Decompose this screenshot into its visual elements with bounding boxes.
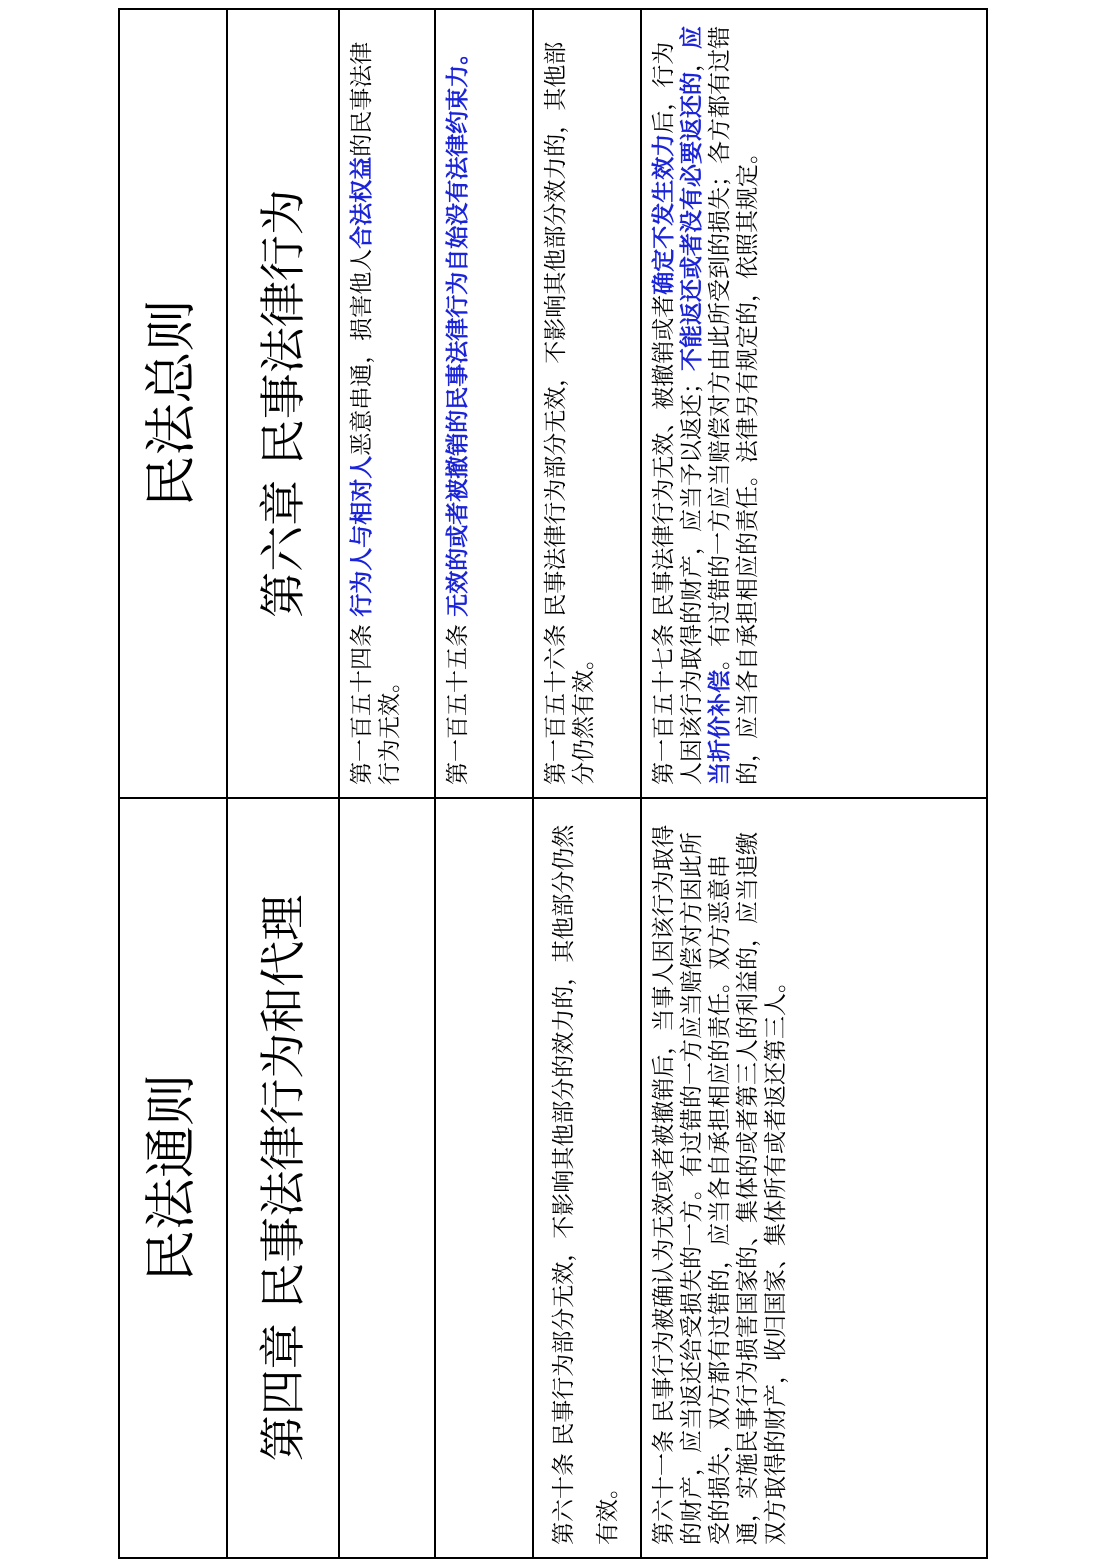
left-title: 民法通则: [142, 1074, 203, 1283]
right-title: 民法总则: [142, 299, 203, 508]
article-156: 第一百五十六条 民事法律行为部分无效，不影响其他部分效力的，其他部分仍然有效。: [533, 9, 641, 798]
right-title-cell: [119, 9, 227, 798]
left-row2-cell: [339, 798, 435, 1558]
law-comparison-table: [118, 8, 988, 1559]
left-chapter: 第四章 民事法律行为和代理: [255, 894, 310, 1462]
left-chapter-cell: [227, 798, 339, 1558]
right-chapter-cell: [227, 9, 339, 798]
article-155: 第一百五十五条 无效的或者被撤销的民事法律行为自始没有法律约束力。: [435, 9, 533, 798]
article-154: 第一百五十四条 行为人与相对人恶意串通，损害他人合法权益的民事法律行为无效。: [339, 9, 435, 798]
right-chapter: 第六章 民事法律行为: [255, 189, 310, 618]
left-row3-empty: [435, 798, 533, 1558]
left-title-cell: [119, 798, 227, 1558]
article-157: 第一百五十七条 民事法律行为无效、被撤销或者确定不发生效力后，行为人因该行为取得的财产，应当予以返还；不能返还或者没有必要返还的，应当折价补偿。有过错的一方应当赔偿对方由此所受到的损失；各方都有过错的，应当各自承担相应的责任。法律另有规定的，依照其规定。: [641, 9, 987, 798]
article-60: 第六十条 民事行为部分无效，不影响其他部分的效力的，其他部分仍然有效。: [533, 798, 641, 1558]
article-61: 第六十一条 民事行为被确认为无效或者被撤销后，当事人因该行为取得的财产，应当返还给受损失的一方。有过错的一方应当赔偿对方因此所受的损失，双方都有过错的，应当各自承担相应的责任。双方恶意串通，实施民事行为损害国家的、集体的或者第三人的利益的，应当追缴双方取得的财产，收归国家、集体所有或者返还第三人。: [641, 798, 987, 1558]
